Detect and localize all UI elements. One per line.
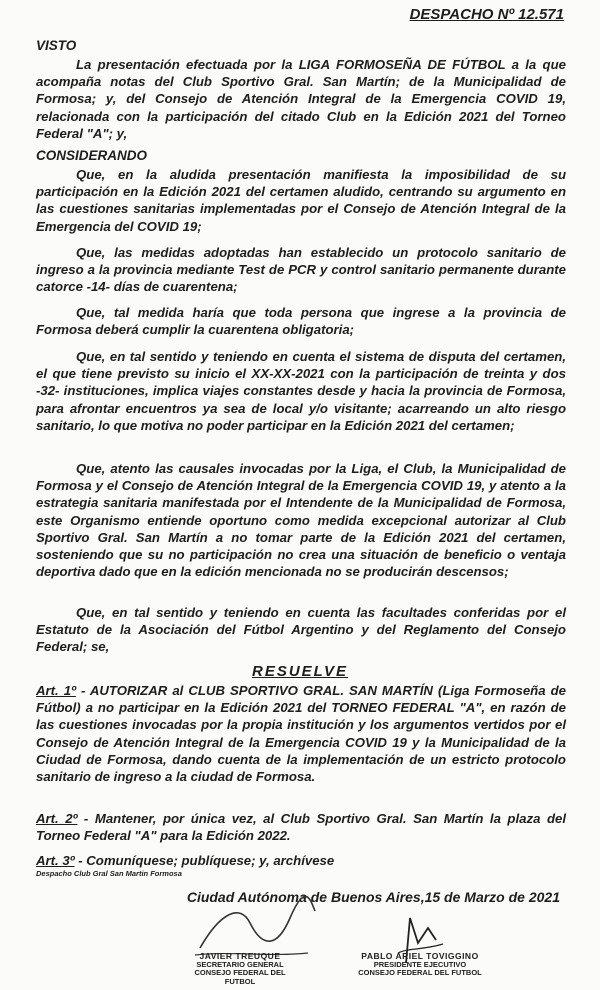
article-1-text: - AUTORIZAR al CLUB SPORTIVO GRAL. SAN MARTÍN (Liga Formoseña de Fútbol) a no participar en la Edición 2021 del TORNEO FEDERAL "A", en razón de las cuestiones invocadas por la propia institución y los argumentos vertidos por el Consejo de Atención Integral de la Emergencia COVID 19 y la Municipalidad de la Ciudad de Formosa, dando cuenta de la implementación de un estricto protocolo sanitario de ingreso a la ciudad de Formosa. xyxy=(36,683,566,785)
article-2 xyxy=(36,810,566,844)
considerando-paragraph-1: Que, en la aludida presentación manifiesta la imposibilidad de su participación en la Edición 2021 del certamen aludido, centrando su argumento en las cuestiones sanitarias implementadas por el Consejo de Atención Integral de la Emergencia del COVID 19; xyxy=(36,167,566,234)
considerando-paragraph-4: Que, en tal sentido y teniendo en cuenta el sistema de disputa del certamen, el que tiene previsto su inicio el XX-XX-2021 con la participación de treinta y dos -32- instituciones, implica viajes constantes desde y hacia la provincia de Formosa, para afrontar encuentros ya sea de local y/o visitante; acarreando un alto riesgo sanitario, lo que motiva no poder participar en la Edición 2021 del certamen; xyxy=(36,349,566,433)
article-3 xyxy=(36,852,566,869)
visto-heading: VISTO xyxy=(36,38,77,53)
considerando-paragraph-3: Que, tal medida haría que toda persona que ingrese a la provincia de Formosa deberá cumplir la cuarentena obligatoria; xyxy=(36,305,566,338)
visto-paragraph: La presentación efectuada por la LIGA FORMOSEÑA DE FÚTBOL a la que acompaña notas del Club Sportivo Gral. San Martín; de la Municipalidad de Formosa; y, del Consejo de Atención Integral de la Emergencia COVID 19, relacionada con la participación del citado Club en la Edición 2021 del Torneo Federal "A"; y, xyxy=(36,57,566,141)
signatory-organization: CONSEJO FEDERAL DEL FUTBOL xyxy=(194,968,286,986)
considerando-paragraph-2: Que, las medidas adoptadas han establecido un protocolo sanitario de ingreso a la provincia mediante Test de PCR y control sanitario permanente durante catorce -14- días de cuarentena; xyxy=(36,245,566,295)
dispatch-number: DESPACHO Nº 12.571 xyxy=(409,6,564,23)
article-2-label: Art. 2º xyxy=(36,811,78,826)
signatory-title: PRESIDENTE EJECUTIVO xyxy=(373,959,467,969)
signatory-title: SECRETARIO GENERAL xyxy=(196,959,284,969)
place-and-date: Ciudad Autónoma de Buenos Aires,15 de Marzo de 2021 xyxy=(186,889,560,905)
signature-block-secretary xyxy=(185,952,295,986)
signature-block-president xyxy=(350,952,490,978)
signatory-name: PABLO ARIEL TOVIGGINO xyxy=(361,951,479,961)
article-3-text: - Comuníquese; publíquese; y, archívese xyxy=(74,853,335,868)
signatory-name: JAVIER TREUQUE xyxy=(199,951,281,961)
article-2-text: - Mantener, por única vez, al Club Sportivo Gral. San Martín la plaza del Torneo Federal "A" para la Edición 2022. xyxy=(36,811,566,844)
file-reference-note: Despacho Club Gral San Martin Formosa xyxy=(36,869,182,878)
considerando-heading: CONSIDERANDO xyxy=(36,148,148,163)
considerando-paragraph-6: Que, en tal sentido y teniendo en cuenta las facultades conferidas por el Estatuto de la Asociación del Fútbol Argentino y del Reglamento del Consejo Federal; se, xyxy=(36,605,566,655)
considerando-paragraph-5: Que, atento las causales invocadas por la Liga, el Club, la Municipalidad de Formosa y el Consejo de Atención Integral de la Emergencia COVID 19, y atento a la estrategia sanitaria manifestada por el Intendente de la Municipalidad de Formosa, este Organismo entiende oportuno como medida excepcional autorizar al Club Sportivo Gral. San Martín a no tomar parte de la Edición 2021 del certamen, sosteniendo que su no participación no crea una situación de beneficio o ventaja deportiva dado que en la edición mencionada no se producirán descensos; xyxy=(36,461,566,580)
signatory-organization: CONSEJO FEDERAL DEL FUTBOL xyxy=(358,968,482,977)
article-1-label: Art. 1º xyxy=(36,683,76,698)
article-1 xyxy=(36,682,566,785)
resuelve-heading: RESUELVE xyxy=(251,663,349,680)
article-3-label: Art. 3º xyxy=(36,853,75,868)
